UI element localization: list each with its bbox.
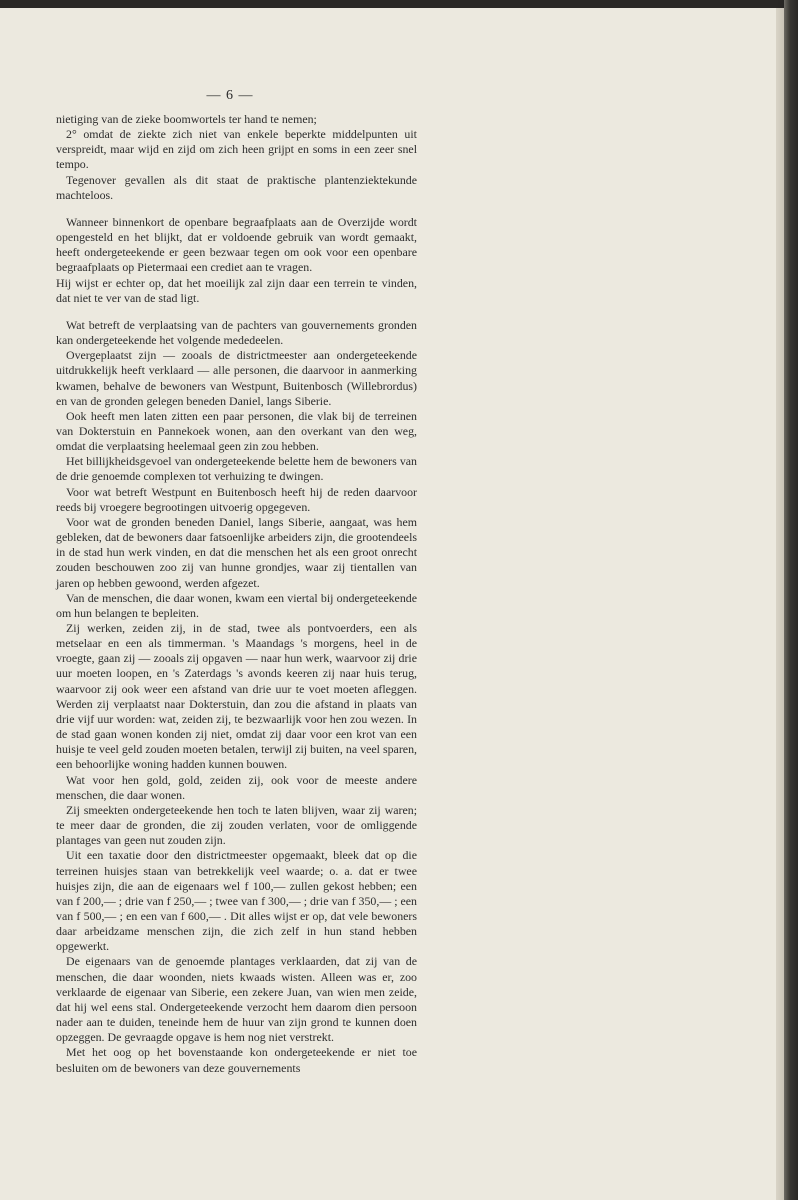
paragraph: nietiging van de zieke boomwortels ter hand te nemen; [56, 112, 317, 126]
document-page [0, 8, 776, 1200]
scan-top-edge [0, 0, 798, 8]
paragraph: Overgeplaatst zijn — zooals de districtmeester aan ondergeteekende uitdrukkelijk heeft verklaard — alle personen, die daarvoor in aanmerking kwamen, behalve de bewoners van Westpunt, Buitenbosch (Willebrordus) en van de gronden gelegen beneden Daniel, langs Siberie. [56, 348, 417, 408]
page-gutter-shadow [776, 0, 784, 1200]
paragraph: Voor wat de gronden beneden Daniel, langs Siberie, aangaat, was hem gebleken, dat de bewoners daar fatsoenlijke arbeiders zijn, die grootendeels in de stad hun werk vinden, en dat die menschen het als een groot onrecht zouden beschouwen zoo zij van hunne grondjes, waar zij tientallen van jaren op hebben gewoond, werden afgezet. [56, 514, 417, 590]
paragraph: Van de menschen, die daar wonen, kwam een viertal bij ondergeteekende om hun belangen te bepleiten. [56, 590, 417, 620]
paragraph: Hij wijst er echter op, dat het moeilijk zal zijn daar een terrein te vinden, dat niet te ver van de stad ligt. [56, 275, 417, 305]
scan-right-edge [784, 0, 798, 1200]
body-text [56, 112, 417, 1076]
paragraph: Wanneer binnenkort de openbare begraafplaats aan de Overzijde wordt opengesteld en het blijkt, dat er voldoende gebruik van wordt gemaakt, heeft ondergeteekende er geen bezwaar tegen om ook voor een openbare begraafplaats op Pietermaai een crediet aan te vragen. [56, 214, 417, 275]
paragraph: Zij smeekten ondergeteekende hen toch te laten blijven, waar zij waren; te meer daar de gronden, die zij zouden verlaten, voor de omliggende plantages van geen nut zouden zijn. [56, 802, 417, 848]
paragraph: Tegenover gevallen als dit staat de praktische plantenziektekunde machteloos. [56, 172, 417, 202]
paragraph: Uit een taxatie door den districtmeester opgemaakt, bleek dat op die terreinen huisjes staan van betrekkelijk veel waarde; o. a. dat er twee huisjes zijn, die aan de eigenaars wel f 100,— zullen gekost hebben; een van f 200,— ; drie van f 250,— ; twee van f 300,— ; drie van f 350,— ; een van f 500,— ; en een van f 600,— . Dit alles wijst er op, dat vele bewoners daar arbeidzame menschen zijn, die zich zelf in hun stand hebben opgewerkt. [56, 848, 417, 954]
paragraph: De eigenaars van de genoemde plantages verklaarden, dat zij van de menschen, die daar woonden, niets kwaads wisten. Alleen was er, zoo verklaarde de eigenaar van Siberie, een zekere Juan, van wien men zeide, dat hij wel eens stal. Ondergeteekende verzocht hem daarom dien persoon nader aan te duiden, teneinde hem de huur van zijn grond te kunnen doen opzeggen. De gevraagde opgave is hem nog niet verstrekt. [56, 954, 417, 1045]
paragraph: Zij werken, zeiden zij, in de stad, twee als pontvoerders, een als metselaar en een als timmerman. 's Maandags 's morgens, heel in de vroegte, gaan zij — zooals zij opgaven — naar hun werk, waarvoor zij drie uur moeten loopen, en 's Zaterdags 's avonds keeren zij naar huis terug, waarvoor zij ook weer een afstand van drie uur te voet moeten afleggen. Werden zij verplaatst naar Dokterstuin, dan zou die afstand in plaats van drie vijf uur worden: wat, zeiden zij, te bezwaarlijk voor hen zou wezen. In de stad gaan wonen konden zij niet, omdat zij daar voor een krot van een huisje te veel geld zouden moeten betalen, terwijl zij buiten, na veel sparen, een behoorlijke woning hadden kunnen bouwen. [56, 621, 417, 772]
paragraph: Het billijkheidsgevoel van ondergeteekende belette hem de bewoners van de drie genoemde complexen tot verhuizing te dwingen. [56, 454, 417, 484]
paragraph: Wat betreft de verplaatsing van de pachters van gouvernements gronden kan ondergeteekende het volgende mededeelen. [56, 317, 417, 348]
page-number: — 6 — [206, 88, 254, 103]
paragraph: Met het oog op het bovenstaande kon ondergeteekende er niet toe besluiten om de bewoners van deze gouvernements [56, 1045, 417, 1075]
paragraph: Voor wat betreft Westpunt en Buitenbosch heeft hij de reden daarvoor reeds bij vroegere begrootingen uitvoerig opgegeven. [56, 484, 417, 514]
paragraph: 2° omdat de ziekte zich niet van enkele beperkte middelpunten uit verspreidt, maar wijd en zijd om zich heen grijpt en soms in een zeer snel tempo. [56, 127, 417, 172]
paragraph: Wat voor hen gold, gold, zeiden zij, ook voor de meeste andere menschen, die daar wonen. [56, 772, 417, 802]
paragraph: Ook heeft men laten zitten een paar personen, die vlak bij de terreinen van Dokterstuin en Pannekoek wonen, aan den overkant van den weg, omdat die verplaatsing heelemaal geen zin zou hebben. [56, 408, 417, 454]
